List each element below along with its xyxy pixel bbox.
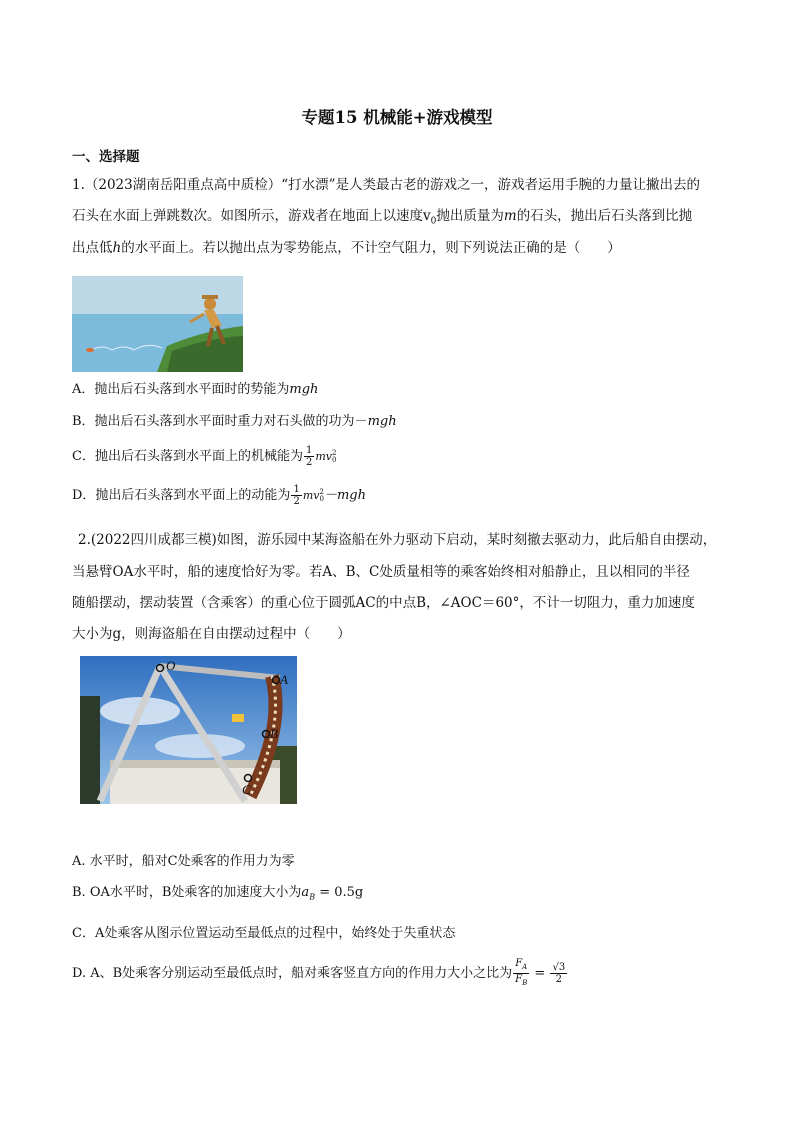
q1-option-d[interactable]: D．抛出后石头落到水平面上的动能为 $\frac{1}{2}$ mv 2 0 －mgh [72, 484, 366, 507]
stone-skipping-image [72, 276, 243, 372]
q1-option-a[interactable]: A．抛出后石头落到水平面时的势能为mgh [72, 382, 319, 397]
force-ratio-fraction: $\frac{F_A}{F_B}$ [515, 958, 528, 987]
q1-option-b[interactable]: B．抛出后石头落到水平面时重力对石头做的功为－mgh [72, 414, 397, 429]
fraction-half: $\frac{1}{2}$ [305, 445, 313, 468]
pirate-ship-image [80, 656, 297, 804]
label-o: O [166, 658, 176, 673]
q1-line1: 1.（2023湖南岳阳重点高中质检）“打水漂”是人类最古老的游戏之一，游戏者运用手腕的力量让撇出去的 [72, 177, 701, 193]
label-b: B [270, 726, 278, 741]
q2-line2: 当悬臂OA水平时，船的速度恰好为零。若A、B、C处质量相等的乘客始终相对船静止，且以相同的半径 [72, 564, 690, 580]
label-c: C [242, 782, 251, 797]
q2-line3: 随船摆动，摆动装置（含乘客）的重心位于圆弧AC的中点B，∠AOC＝60°，不计一切阻力，重力加速度 [72, 595, 695, 611]
q1-line3: 出点低h的水平面上。若以抛出点为零势能点，不计空气阻力，则下列说法正确的是（ ） [72, 240, 621, 256]
section-heading: 一、选择题 [72, 149, 140, 165]
label-a: A [280, 672, 288, 687]
q2-line4: 大小为g，则海盗船在自由摆动过程中（ ） [72, 626, 351, 642]
q2-line1: 2.(2022四川成都三模)如图，游乐园中某海盗船在外力驱动下启动，某时刻撤去驱动力，此后船自由摆动， [78, 532, 717, 548]
q1-line2: 石头在水面上弹跳数次。如图所示，游戏者在地面上以速度$v_0$抛出质量为m的石头，抛出后石头落到比抛 [72, 208, 693, 227]
q2-option-c[interactable]: C．A处乘客从图示位置运动至最低点的过程中，始终处于失重状态 [72, 926, 456, 941]
page-title: 专题15 机械能+游戏模型 [301, 108, 493, 127]
q2-option-d[interactable]: D. A、B处乘客分别运动至最低点时，船对乘客竖直方向的作用力大小之比为 $\frac{F_A}{F_B}$ = $\frac{√3}{2}$ [72, 958, 566, 987]
fraction-half: $\frac{1}{2}$ [293, 484, 300, 507]
q2-option-b[interactable]: B. OA水平时，B处乘客的加速度大小为$a_B = 0.5g$ [72, 885, 364, 902]
sqrt3-over-2-fraction: $\frac{√3}{2}$ [552, 962, 566, 985]
q1-option-c[interactable]: C．抛出后石头落到水平面上的机械能为 $\frac{1}{2}$ mv 2 0 [72, 445, 337, 468]
q2-option-a[interactable]: A. 水平时，船对C处乘客的作用力为零 [72, 854, 295, 869]
